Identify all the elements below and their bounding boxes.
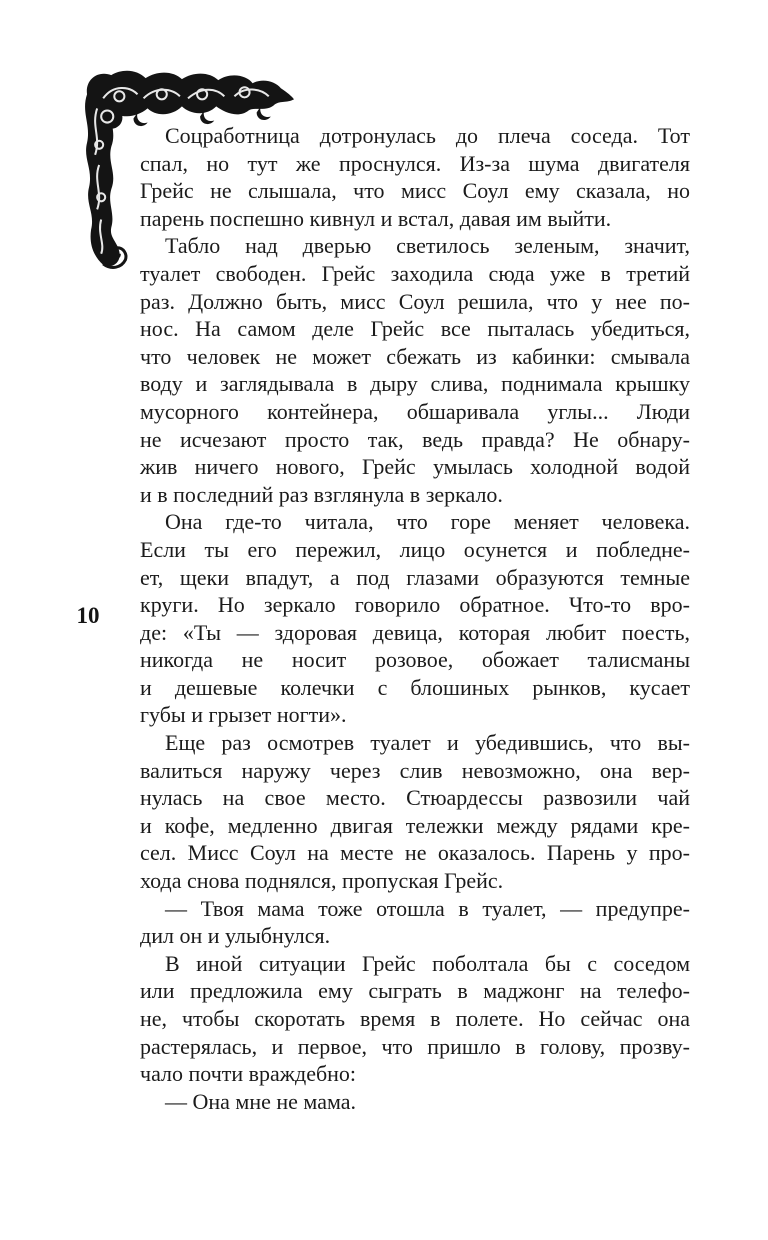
text-line: нос. На самом деле Грейс все пыталась убедиться, — [140, 316, 690, 342]
text-line: В иной ситуации Грейс поболтала бы с соседом — [165, 950, 690, 976]
text-line: растерялась, и первое, что пришло в голову, прозву- — [140, 1033, 690, 1059]
text-line: чало почти враждебно: — [140, 1061, 357, 1087]
text-line: де: «Ты — здоровая девица, которая любит поесть, — [140, 619, 690, 645]
text-line: мусорного контейнера, обшаривала углы... Люди — [140, 398, 690, 424]
text-line: — Она мне не мама. — [165, 1088, 356, 1114]
text-line: и дешевые колечки с блошиных рынков, кусает — [140, 674, 690, 700]
text-line: ет, щеки впадут, а под глазами образуются темные — [140, 564, 690, 590]
text-line: жив ничего нового, Грейс умылась холодной водой — [140, 454, 690, 480]
text-line: Табло над дверью светилось зеленым, значит, — [165, 233, 690, 259]
text-line: круги. Но зеркало говорило обратное. Что-то вро- — [140, 592, 690, 618]
text-line: и в последний раз взглянула в зеркало. — [140, 481, 503, 507]
text-line: — Твоя мама тоже отошла в туалет, — предупре- — [165, 895, 690, 921]
text-line: что человек не может сбежать из кабинки: смывала — [140, 343, 690, 369]
text-line: никогда не носит розовое, обожает талисманы — [140, 647, 690, 673]
text-block — [140, 122, 690, 1115]
text-line: спал, но тут же проснулся. Из-за шума двигателя — [140, 150, 690, 176]
page-number: 10 — [76, 603, 100, 628]
text-line: хода снова поднялся, пропуская Грейс. — [140, 868, 504, 894]
text-line: губы и грызет ногти». — [140, 702, 347, 728]
text-line: Грейс не слышала, что мисс Соул ему сказала, но — [140, 178, 690, 204]
paragraph — [140, 232, 690, 508]
paragraph — [140, 895, 690, 950]
paragraph — [140, 729, 690, 895]
text-line: туалет свободен. Грейс заходила сюда уже в третий — [140, 260, 690, 286]
text-line: или предложила ему сыграть в маджонг на телефо- — [140, 978, 690, 1004]
text-line: Она где-то читала, что горе меняет человека. — [165, 509, 690, 535]
paragraph — [140, 1088, 690, 1116]
text-line: нулась на свое место. Стюардессы развозили чай — [140, 785, 690, 811]
paragraph — [140, 950, 690, 1088]
text-line: и кофе, медленно двигая тележки между рядами кре- — [140, 812, 690, 838]
text-line: Соцработница дотронулась до плеча соседа. Тот — [165, 123, 690, 148]
text-line: не исчезают просто так, ведь правда? Не обнару- — [140, 426, 690, 452]
text-line: парень поспешно кивнул и встал, давая им выйти. — [140, 205, 612, 231]
text-line: не, чтобы скоротать время в полете. Но сейчас она — [140, 1006, 690, 1031]
text-line: Если ты его пережил, лицо осунется и побледне- — [140, 536, 690, 562]
text-line: воду и заглядывала в дыру слива, поднимала крышку — [140, 371, 690, 397]
text-line: дил он и улыбнулся. — [140, 923, 331, 949]
text-line: валиться наружу через слив невозможно, она вер- — [140, 757, 690, 783]
text-line: Еще раз осмотрев туалет и убедившись, что вы- — [165, 730, 690, 756]
text-line: раз. Должно быть, мисс Соул решила, что у нее по- — [140, 288, 690, 314]
text-line: сел. Мисс Соул на месте не оказалось. Парень у про- — [140, 840, 690, 866]
paragraph — [140, 122, 690, 232]
paragraph — [140, 508, 690, 729]
